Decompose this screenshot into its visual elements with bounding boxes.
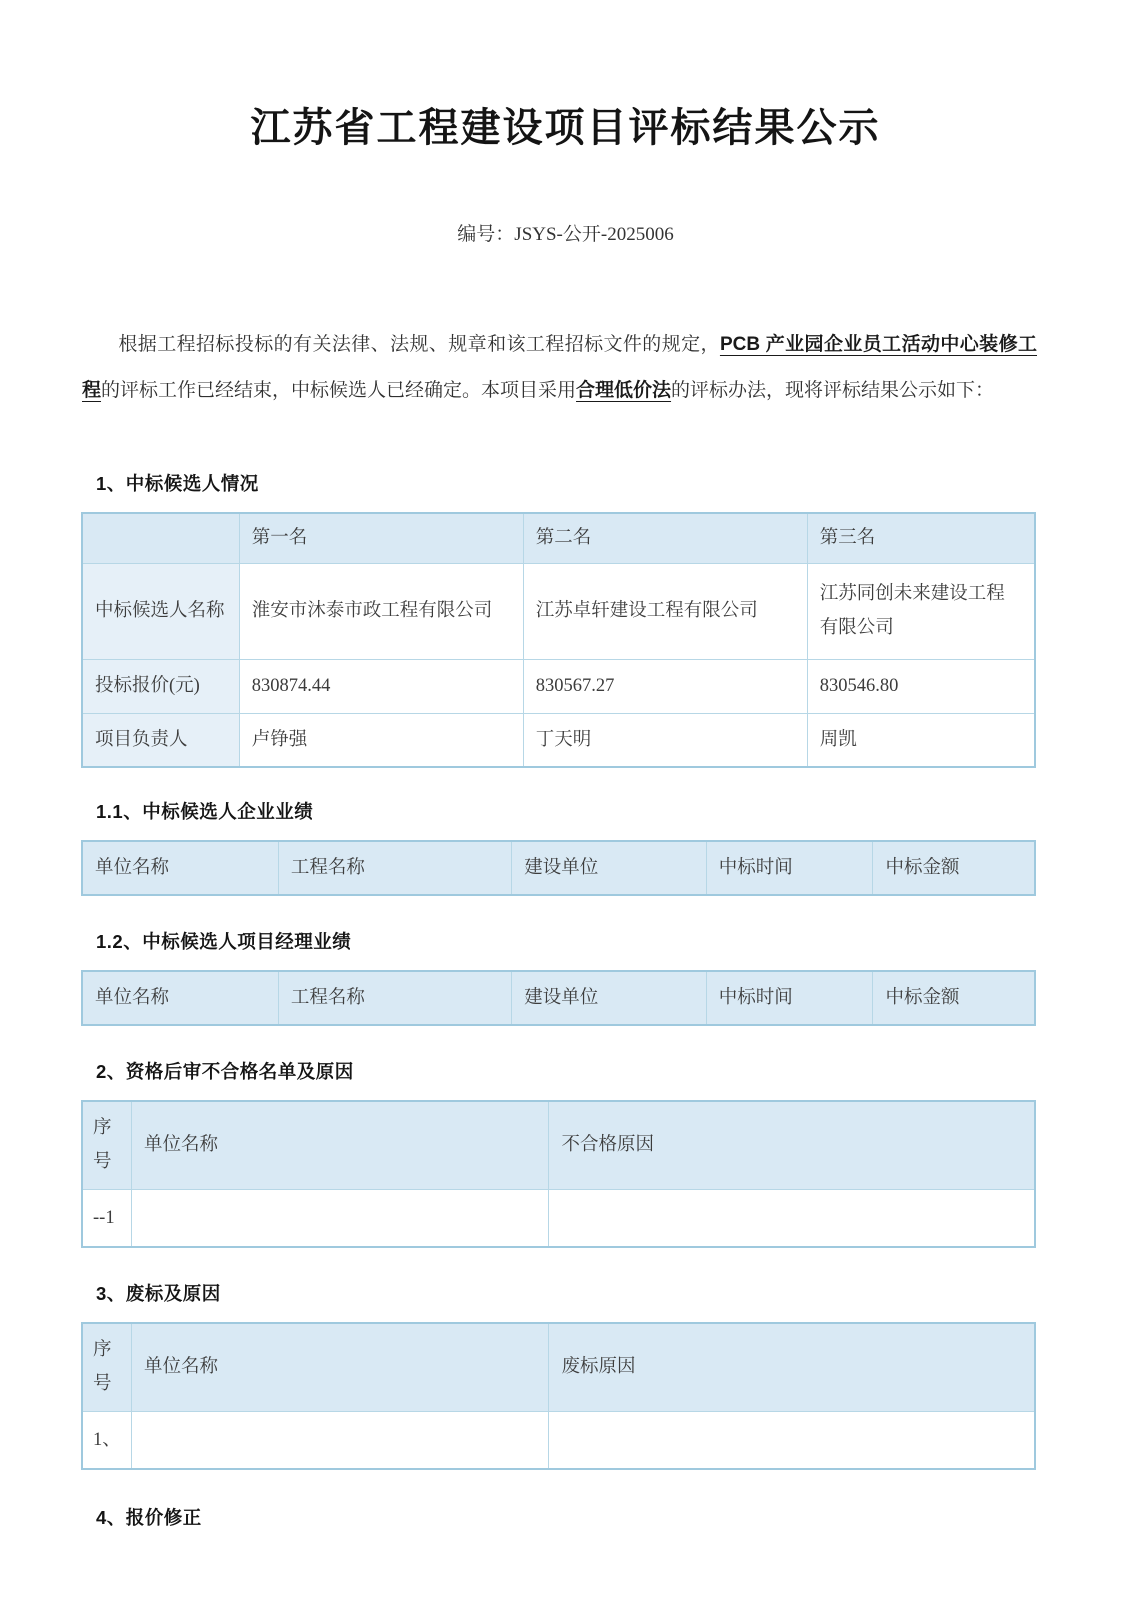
winning-candidates-table: [81, 512, 1036, 768]
rejected-bids-table: [81, 1322, 1036, 1470]
table-row: [82, 971, 1035, 1025]
candidate-3-name: 江苏同创未来建设工程有限公司: [807, 563, 1035, 659]
row-label-project-manager: 项目负责人: [82, 713, 239, 767]
table-row: [82, 659, 1035, 713]
col-header-award-amount: 中标金额: [873, 971, 1035, 1025]
intro-text-2: 的评标工作已经结束，中标候选人已经确定。本项目采用: [101, 380, 577, 401]
project-name-emphasis: PCB 产业园企业员工活动中心装修工程: [82, 334, 1037, 401]
col-header-award-amount: 中标金额: [873, 841, 1035, 895]
table-row: [82, 513, 1035, 563]
table-row: [82, 1411, 1035, 1469]
table-row: [82, 563, 1035, 659]
rank-3-header: 第三名: [807, 513, 1035, 563]
section-1-2-heading: 1.2、中标候选人项目经理业绩: [96, 931, 352, 952]
section-4-heading: 4、报价修正: [96, 1507, 202, 1528]
enterprise-achievements-table: [81, 840, 1036, 896]
candidate-2-name: 江苏卓轩建设工程有限公司: [523, 563, 807, 659]
intro-text-3: 的评标办法，现将评标结果公示如下：: [671, 380, 995, 401]
corner-cell: [82, 513, 239, 563]
col-header-unqualified-reason: 不合格原因: [549, 1101, 1035, 1189]
seq-no-cell: --1: [82, 1189, 132, 1247]
col-header-construction-unit: 建设单位: [512, 841, 706, 895]
reason-cell: [549, 1411, 1035, 1469]
unit-name-cell: [132, 1189, 549, 1247]
col-header-unit-name: 单位名称: [82, 971, 278, 1025]
page-title: 江苏省工程建设项目评标结果公示: [250, 105, 881, 150]
manager-achievements-table: [81, 970, 1036, 1026]
section-2-heading: 2、资格后审不合格名单及原因: [96, 1061, 354, 1082]
col-header-unit-name: 单位名称: [82, 841, 278, 895]
table-row: [82, 1101, 1035, 1189]
section-1-1-heading: 1.1、中标候选人企业业绩: [96, 801, 314, 822]
col-header-award-time: 中标时间: [706, 971, 873, 1025]
candidate-1-manager: 卢铮强: [239, 713, 523, 767]
candidate-1-name: 淮安市沐泰市政工程有限公司: [239, 563, 523, 659]
candidate-2-price: 830567.27: [523, 659, 807, 713]
candidate-2-manager: 丁天明: [523, 713, 807, 767]
col-header-unit-name: 单位名称: [132, 1101, 549, 1189]
candidate-1-price: 830874.44: [239, 659, 523, 713]
col-header-rejection-reason: 废标原因: [549, 1323, 1035, 1411]
row-label-candidate-name: 中标候选人名称: [82, 563, 239, 659]
table-row: [82, 1323, 1035, 1411]
row-label-bid-price: 投标报价(元): [82, 659, 239, 713]
col-header-seq-no: 序号: [82, 1101, 132, 1189]
candidate-3-manager: 周凯: [807, 713, 1035, 767]
col-header-construction-unit: 建设单位: [512, 971, 706, 1025]
table-row: [82, 713, 1035, 767]
col-header-seq-no: 序号: [82, 1323, 132, 1411]
intro-text-1: 根据工程招标投标的有关法律、法规、规章和该工程招标文件的规定，: [118, 334, 720, 355]
rank-2-header: 第二名: [523, 513, 807, 563]
section-3-heading: 3、废标及原因: [96, 1283, 221, 1304]
col-header-project-name: 工程名称: [278, 841, 511, 895]
col-header-project-name: 工程名称: [278, 971, 511, 1025]
evaluation-method-emphasis: 合理低价法: [576, 380, 672, 401]
reason-cell: [549, 1189, 1035, 1247]
intro-paragraph: [82, 322, 1037, 414]
seq-no-cell: 1、: [82, 1411, 132, 1469]
candidate-3-price: 830546.80: [807, 659, 1035, 713]
table-row: [82, 1189, 1035, 1247]
document-number: 编号：JSYS-公开-2025006: [457, 224, 674, 245]
unqualified-bidders-table: [81, 1100, 1036, 1248]
col-header-award-time: 中标时间: [706, 841, 873, 895]
section-1-heading: 1、中标候选人情况: [96, 473, 259, 494]
unit-name-cell: [132, 1411, 549, 1469]
rank-1-header: 第一名: [239, 513, 523, 563]
col-header-unit-name: 单位名称: [132, 1323, 549, 1411]
table-row: [82, 841, 1035, 895]
